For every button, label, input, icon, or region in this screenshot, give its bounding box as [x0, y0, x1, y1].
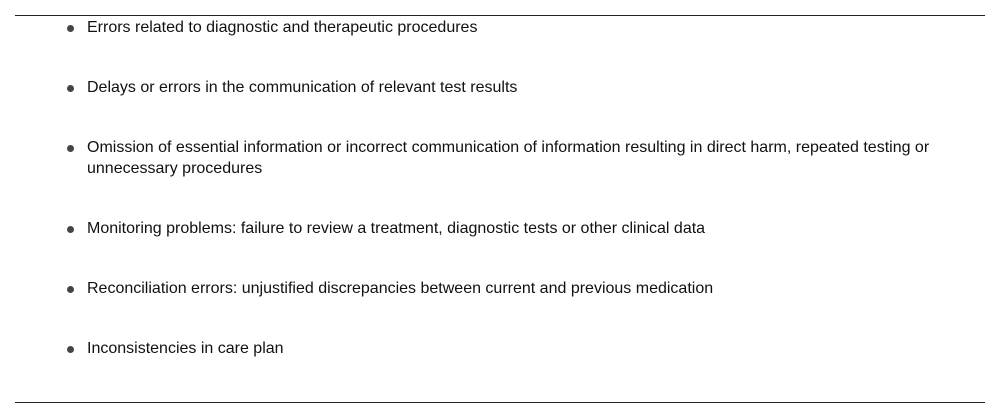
list-item-text: Reconciliation errors: unjustified discrepancies between current and previous medication — [87, 280, 714, 297]
bullet-icon — [67, 226, 74, 233]
bullet-icon — [67, 286, 74, 293]
list-item — [65, 278, 945, 299]
list-item-text: Delays or errors in the communication of relevant test results — [87, 79, 518, 96]
list-item — [65, 218, 945, 239]
list-item-text: Monitoring problems: failure to review a treatment, diagnostic tests or other clinical data — [87, 220, 706, 237]
bottom-rule — [15, 402, 985, 403]
list-item — [65, 17, 945, 38]
list-item — [65, 137, 945, 179]
list-item — [65, 77, 945, 98]
list-item-text: Omission of essential information or incorrect communication of information resulting in direct harm, repeated testing or unnecessary procedures — [87, 139, 930, 177]
bullet-icon — [67, 85, 74, 92]
list-item-text: Errors related to diagnostic and therapeutic procedures — [87, 19, 478, 36]
list-item-text: Inconsistencies in care plan — [87, 340, 284, 357]
list-item — [65, 338, 945, 359]
bullet-icon — [67, 145, 74, 152]
top-rule — [15, 15, 985, 16]
bullet-icon — [67, 25, 74, 32]
bullet-icon — [67, 346, 74, 353]
